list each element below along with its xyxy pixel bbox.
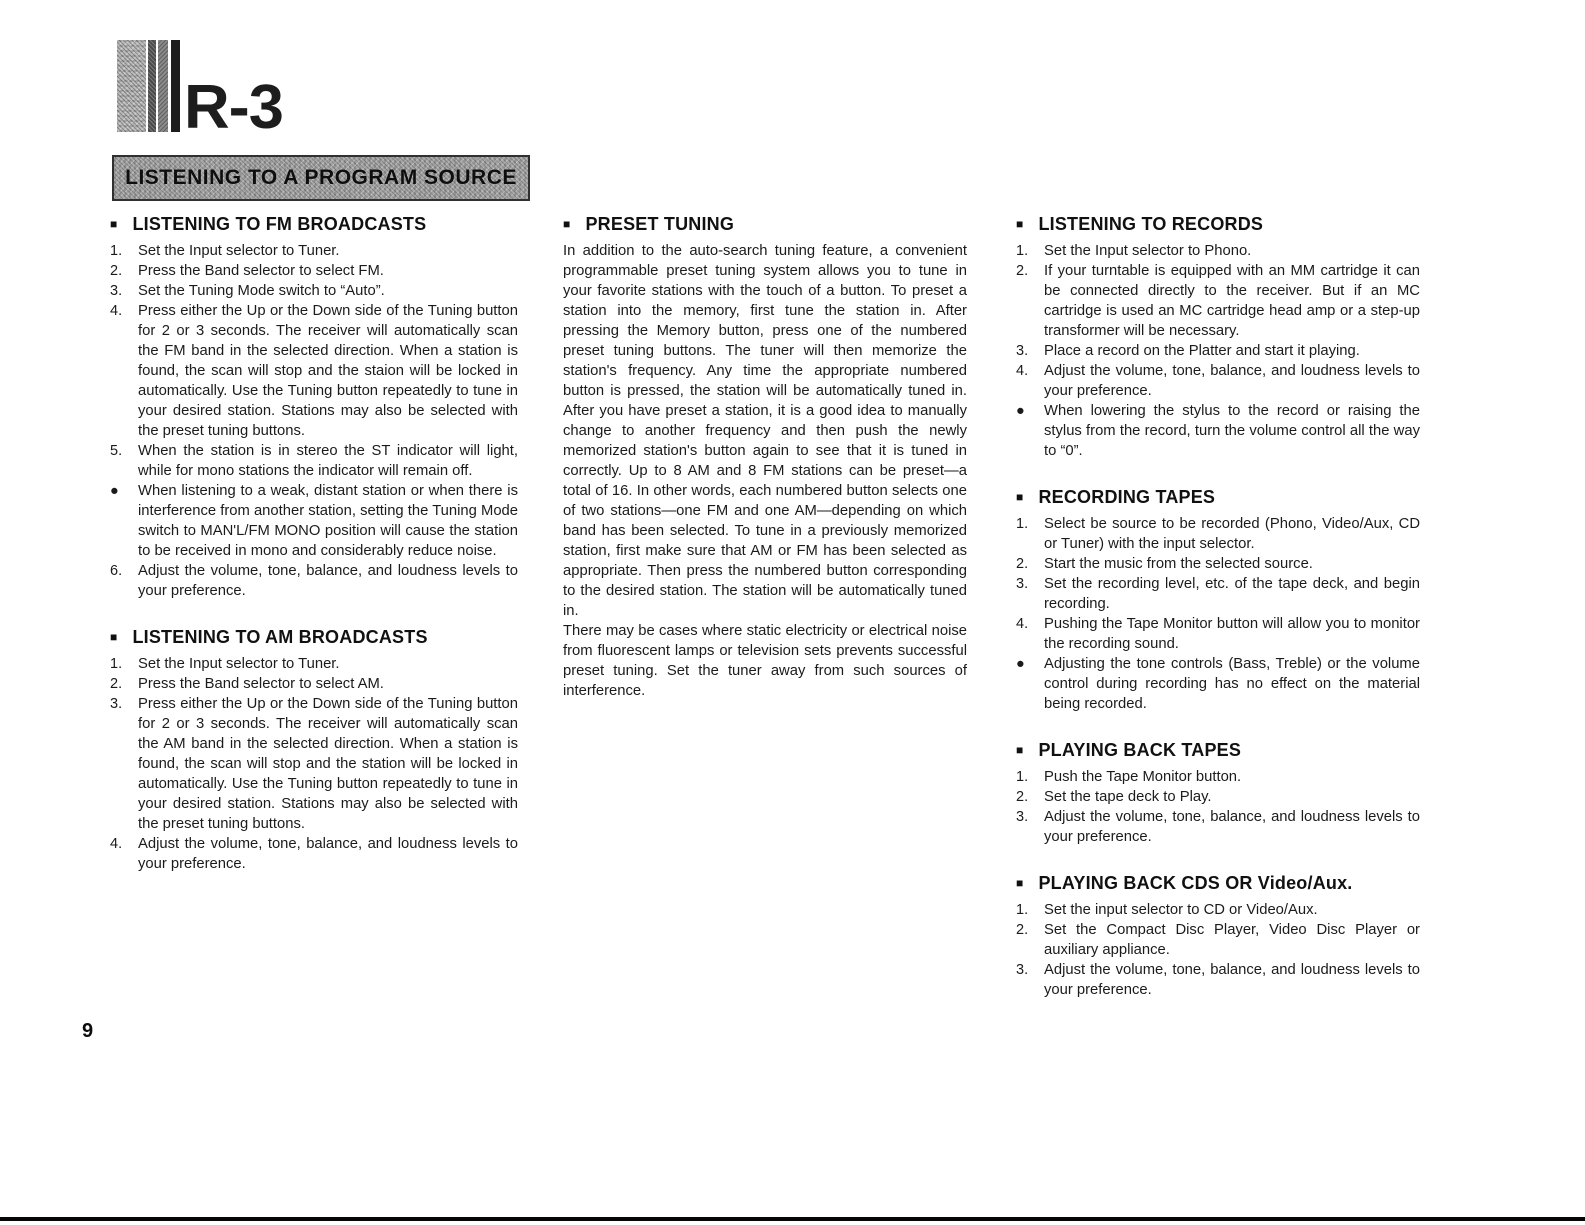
item-text: Adjust the volume, tone, balance, and loudness levels to your preference.: [138, 836, 518, 872]
item-marker: 6.: [110, 563, 123, 579]
list-item: [1016, 341, 1420, 361]
bottom-rule: [0, 1217, 1585, 1221]
item-text: Adjust the volume, tone, balance, and loudness levels to your preference.: [1044, 809, 1420, 845]
banner-title: LISTENING TO A PROGRAM SOURCE: [125, 166, 517, 189]
list-item: [1016, 554, 1420, 574]
list-item: [1016, 514, 1420, 554]
list-item: [1016, 401, 1420, 461]
list-item: [110, 834, 518, 874]
item-text: If your turntable is equipped with an MM cartridge it can be connected directly to the receiver. But if an MC cartridge is used an MC cartridge head amp or a step-up transformer will be necessary.: [1044, 263, 1420, 339]
bullet-icon: ●: [1016, 656, 1025, 672]
list-item: [1016, 767, 1420, 787]
item-marker: 1.: [1016, 243, 1029, 259]
list-item: [110, 694, 518, 834]
list-item: [1016, 900, 1420, 920]
square-marker-icon: ■: [110, 630, 118, 644]
item-text: Set the Input selector to Phono.: [1044, 243, 1252, 259]
item-marker: 1.: [110, 243, 123, 259]
square-marker-icon: ■: [1016, 743, 1024, 757]
logo-stem-icon: [171, 40, 180, 132]
item-text: Set the Input selector to Tuner.: [138, 243, 340, 259]
item-marker: 1.: [1016, 769, 1029, 785]
item-marker: 4.: [1016, 616, 1029, 632]
item-marker: 1.: [110, 656, 123, 672]
model-name: R-3: [184, 72, 283, 142]
section-listening-records: [1016, 214, 1420, 461]
item-marker: 3.: [1016, 962, 1029, 978]
list-item: [1016, 920, 1420, 960]
item-marker: 4.: [110, 836, 123, 852]
item-marker: 2.: [1016, 556, 1029, 572]
item-marker: 3.: [110, 283, 123, 299]
item-text: When the station is in stereo the ST indicator will light, while for mono stations the indicator will remain off.: [138, 443, 518, 479]
list-item: [1016, 261, 1420, 341]
brand-logo: [117, 40, 283, 142]
item-marker: 2.: [1016, 789, 1029, 805]
list-item: [1016, 787, 1420, 807]
square-marker-icon: ■: [563, 217, 571, 231]
item-marker: 5.: [110, 443, 123, 459]
section-title: PRESET TUNING: [585, 214, 735, 234]
list-item: [110, 441, 518, 481]
item-text: Adjust the volume, tone, balance, and loudness levels to your preference.: [1044, 962, 1420, 998]
section-title: LISTENING TO FM BROADCASTS: [132, 214, 427, 234]
item-text: Set the recording level, etc. of the tape deck, and begin recording.: [1044, 576, 1420, 612]
list-item: [110, 301, 518, 441]
column-left: [110, 214, 518, 900]
item-marker: 4.: [110, 303, 123, 319]
logo-mid-stripe-icon: [158, 40, 168, 132]
square-marker-icon: ■: [1016, 876, 1024, 890]
section-title: RECORDING TAPES: [1038, 487, 1216, 507]
list-item: [1016, 614, 1420, 654]
section-heading: [1016, 740, 1420, 760]
section-heading: [110, 627, 518, 647]
item-text: Press either the Up or the Down side of the Tuning button for 2 or 3 seconds. The receiver will automatically scan the FM band in the selected direction. When a station is found, the scan will stop and the staion will be locked in automatically. Use the Tuning button repeatedly to tune in your desired station. Stations may also be selected with the preset tuning buttons.: [138, 303, 518, 439]
item-text: Select be source to be recorded (Phono, Video/Aux, CD or Tuner) with the input selector.: [1044, 516, 1420, 552]
square-marker-icon: ■: [1016, 490, 1024, 504]
section-title: LISTENING TO AM BROADCASTS: [132, 627, 428, 647]
item-marker: 3.: [1016, 809, 1029, 825]
body-paragraph: In addition to the auto-search tuning feature, a convenient programmable preset tuning system allows you to tune in your favorite stations with the touch of a button. To preset a station into the memory, first tune the station in. After pressing the Memory button, press one of the numbered preset tuning buttons. The tuner will then memorize the station's frequency. Any time the appropriate numbered button is pressed, the station will be automatically tuned in. After you have preset a station, it is a good idea to manually change to another frequency and then push the newly memorized station's button again to see that it is tuned in correctly. Up to 8 AM and 8 FM stations can be preset—a total of 16. In other words, each numbered button selects one of two stations—one FM and one AM—depending on which band has been selected. To tune in a previously memorized station, first make sure that AM or FM has been selected as appropriate. Then press the numbered button corresponding to the desired station. The station will be automatically tuned in.: [563, 243, 967, 619]
list-item: [1016, 241, 1420, 261]
page-number: 9: [82, 1020, 94, 1042]
item-marker: 1.: [1016, 516, 1029, 532]
column-middle: [563, 214, 967, 727]
section-am-broadcasts: [110, 627, 518, 874]
list-item: [1016, 960, 1420, 1000]
item-text: Set the Tuning Mode switch to “Auto”.: [138, 283, 385, 299]
item-text: Adjust the volume, tone, balance, and loudness levels to your preference.: [138, 563, 518, 599]
item-text: Press the Band selector to select FM.: [138, 263, 384, 279]
section-recording-tapes: [1016, 487, 1420, 714]
logo-texture-bar-icon: [117, 40, 146, 132]
list-item: [110, 281, 518, 301]
square-marker-icon: ■: [1016, 217, 1024, 231]
logo-dark-stripe-icon: [148, 40, 156, 132]
page-banner: [112, 155, 530, 201]
item-marker: 1.: [1016, 902, 1029, 918]
list-item: [110, 561, 518, 601]
list-item: [110, 261, 518, 281]
item-marker: 3.: [1016, 343, 1029, 359]
section-title: PLAYING BACK TAPES: [1038, 740, 1242, 760]
item-text: Adjusting the tone controls (Bass, Treble) or the volume control during recording has no effect on the material being recorded.: [1044, 656, 1420, 712]
item-text: When lowering the stylus to the record or raising the stylus from the record, turn the volume control all the way to “0”.: [1044, 403, 1420, 459]
list-item: [1016, 574, 1420, 614]
section-preset-tuning: [563, 214, 967, 701]
section-title: PLAYING BACK CDS OR Video/Aux.: [1038, 873, 1353, 893]
section-fm-broadcasts: [110, 214, 518, 601]
bullet-icon: ●: [110, 483, 119, 499]
list-item: [1016, 654, 1420, 714]
section-title: LISTENING TO RECORDS: [1038, 214, 1264, 234]
item-text: Adjust the volume, tone, balance, and loudness levels to your preference.: [1044, 363, 1420, 399]
item-text: Place a record on the Platter and start it playing.: [1044, 343, 1360, 359]
item-text: When listening to a weak, distant station or when there is interference from another station, setting the Tuning Mode switch to MAN'L/FM MONO position will cause the station to be received in mono and considerably reduce noise.: [138, 483, 519, 559]
item-marker: 2.: [1016, 263, 1029, 279]
body-paragraph: There may be cases where static electricity or electrical noise from fluorescent lamps or television sets prevents successful preset tuning. Set the tuner away from such sources of interference.: [563, 623, 967, 699]
item-text: Pushing the Tape Monitor button will allow you to monitor the recording sound.: [1044, 616, 1420, 652]
item-text: Set the tape deck to Play.: [1044, 789, 1212, 805]
item-text: Set the Input selector to Tuner.: [138, 656, 340, 672]
item-text: Set the input selector to CD or Video/Aux.: [1044, 902, 1318, 918]
item-text: Set the Compact Disc Player, Video Disc Player or auxiliary appliance.: [1044, 922, 1420, 958]
bullet-icon: ●: [1016, 403, 1025, 419]
item-marker: 4.: [1016, 363, 1029, 379]
item-text: Push the Tape Monitor button.: [1044, 769, 1242, 785]
section-heading: [1016, 214, 1420, 234]
item-text: Press the Band selector to select AM.: [138, 676, 384, 692]
section-playing-back-cds: [1016, 873, 1420, 1000]
item-marker: 3.: [110, 696, 123, 712]
column-right: [1016, 214, 1420, 1026]
list-item: [110, 481, 518, 561]
item-marker: 2.: [1016, 922, 1029, 938]
item-text: Start the music from the selected source.: [1044, 556, 1313, 572]
section-heading: [1016, 487, 1420, 507]
list-item: [110, 241, 518, 261]
item-marker: 3.: [1016, 576, 1029, 592]
section-playing-back-tapes: [1016, 740, 1420, 847]
list-item: [1016, 807, 1420, 847]
section-heading: [110, 214, 518, 234]
list-item: [110, 654, 518, 674]
list-item: [110, 674, 518, 694]
section-heading: [563, 214, 967, 234]
list-item: [1016, 361, 1420, 401]
item-text: Press either the Up or the Down side of the Tuning button for 2 or 3 seconds. The receiver will automatically scan the AM band in the selected direction. When a station is found, the scan will stop and the station will be locked in automatically. Use the Tuning button repeatedly to tune in your desired station. Stations may also be selected with the preset tuning buttons.: [138, 696, 518, 832]
section-heading: [1016, 873, 1420, 893]
square-marker-icon: ■: [110, 217, 118, 231]
item-marker: 2.: [110, 263, 123, 279]
item-marker: 2.: [110, 676, 123, 692]
